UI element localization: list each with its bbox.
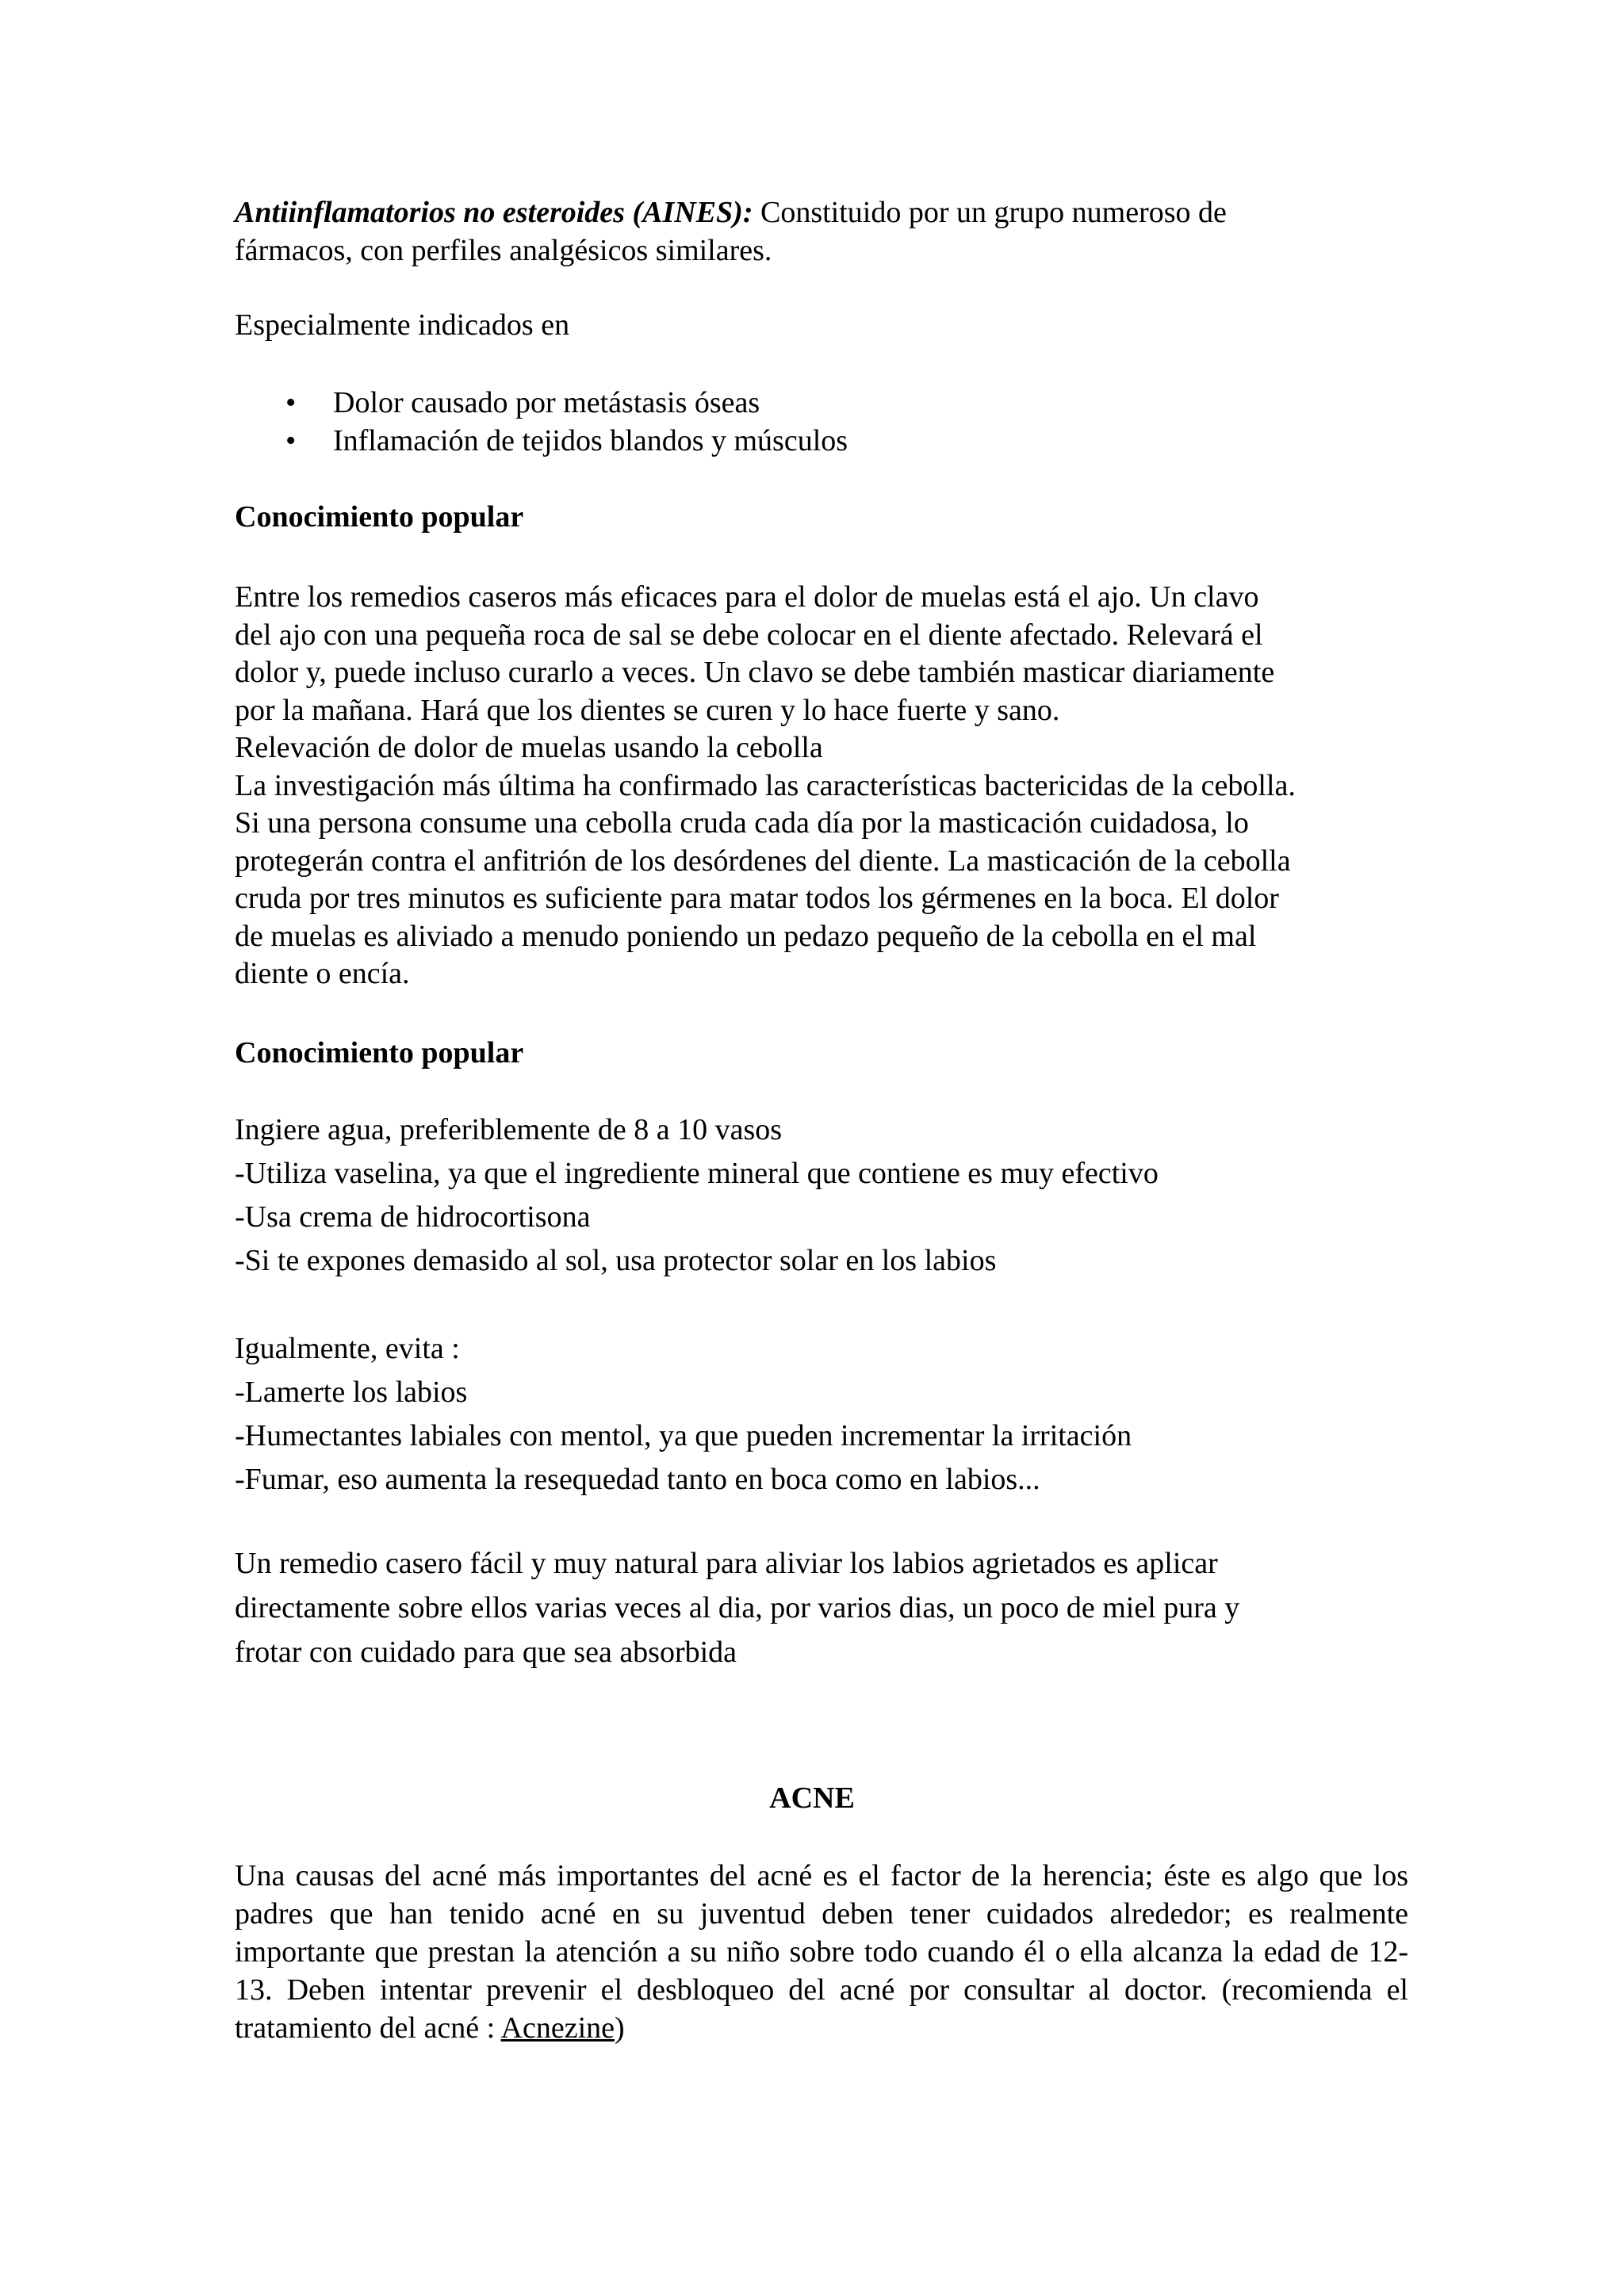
text-line: -Si te expones demasido al sol, usa protector solar en los labios: [235, 1244, 997, 1277]
acne-text: [235, 1857, 1408, 2047]
avoid-list: [235, 1327, 1408, 1502]
remedy-paragraph: [235, 1541, 1408, 1674]
text-line: directamente sobre ellos varias veces al dia, por varios dias, un poco de miel pura y: [235, 1591, 1240, 1624]
text-line: por la mañana. Hará que los dientes se curen y lo hace fuerte y sano.: [235, 693, 1060, 727]
text-line: Igualmente, evita :: [235, 1332, 460, 1365]
indicated-label: Especialmente indicados en: [235, 308, 570, 342]
text-line: -Humectantes labiales con mentol, ya que pueden incrementar la irritación: [235, 1419, 1132, 1452]
text-line: frotar con cuidado para que sea absorbida: [235, 1636, 737, 1669]
intro-line-1: [235, 193, 1408, 232]
text-line: Relevación de dolor de muelas usando la cebolla: [235, 731, 823, 764]
list-item-text: Inflamación de tejidos blandos y músculos: [333, 424, 848, 457]
text-line: de muelas es aliviado a menudo poniendo un pedazo pequeño de la cebolla en el mal: [235, 919, 1257, 953]
text-line: Ingiere agua, preferiblemente de 8 a 10 vasos: [235, 1113, 783, 1146]
acne-body: Una causas del acné más importantes del acné es el factor de la herencia; éste es algo que los padres que han tenido acné en su juventud deben tener cuidados alrededor; es realmente importante que prestan la atención a su niño sobre todo cuando él o ella alcanza la edad de 12-13. Deben intentar prevenir el desbloqueo del acné por consultar al doctor. (recomienda el tratamiento del acné :: [235, 1859, 1408, 2045]
text-line: Un remedio casero fácil y muy natural para aliviar los labios agrietados es aplicar: [235, 1547, 1218, 1580]
acne-closing: ): [615, 2011, 625, 2045]
text-line: del ajo con una pequeña roca de sal se debe colocar en el diente afectado. Relevará el: [235, 618, 1263, 652]
lip-care-list: [235, 1108, 1408, 1283]
text-line: -Lamerte los labios: [235, 1376, 468, 1409]
intro-line-1-text: Constituido por un grupo numeroso de: [753, 196, 1227, 229]
acne-paragraph: [235, 1857, 1408, 2047]
text-line: diente o encía.: [235, 957, 410, 990]
text-line: -Fumar, eso aumenta la resequedad tanto en boca como en labios...: [235, 1463, 1040, 1496]
list-item: [235, 384, 1345, 422]
indications-list: [235, 384, 1345, 460]
section-heading: Conocimiento popular: [235, 500, 524, 534]
intro-paragraph: [235, 193, 1408, 270]
acnezine-link[interactable]: Acnezine: [500, 2011, 615, 2045]
intro-line-2: fármacos, con perfiles analgésicos similares.: [235, 234, 772, 267]
text-line: protegerán contra el anfitrión de los desórdenes del diente. La masticación de la cebolla: [235, 844, 1291, 878]
list-item: [235, 422, 1345, 460]
list-item-text: Dolor causado por metástasis óseas: [333, 386, 760, 419]
text-line: Si una persona consume una cebolla cruda cada día por la masticación cuidadosa, lo: [235, 806, 1249, 840]
text-line: dolor y, puede incluso curarlo a veces. Un clavo se debe también masticar diariamente: [235, 656, 1275, 689]
text-line: La investigación más última ha confirmado las características bactericidas de la cebolla.: [235, 768, 1296, 802]
bullet-icon: •: [285, 386, 297, 419]
acne-title: ACNE: [769, 1781, 855, 1815]
section-heading: Conocimiento popular: [235, 1036, 524, 1070]
text-line: Entre los remedios caseros más eficaces para el dolor de muelas está el ajo. Un clavo: [235, 580, 1259, 614]
text-line: -Usa crema de hidrocortisona: [235, 1200, 591, 1234]
intro-term: Antiinflamatorios no esteroides (AINES):: [235, 196, 753, 229]
bullet-icon: •: [285, 424, 297, 457]
text-line: cruda por tres minutos es suficiente para matar todos los gérmenes en la boca. El dolor: [235, 882, 1279, 915]
toothache-paragraph: [235, 579, 1408, 993]
text-line: -Utiliza vaselina, ya que el ingrediente mineral que contiene es muy efectivo: [235, 1157, 1159, 1190]
